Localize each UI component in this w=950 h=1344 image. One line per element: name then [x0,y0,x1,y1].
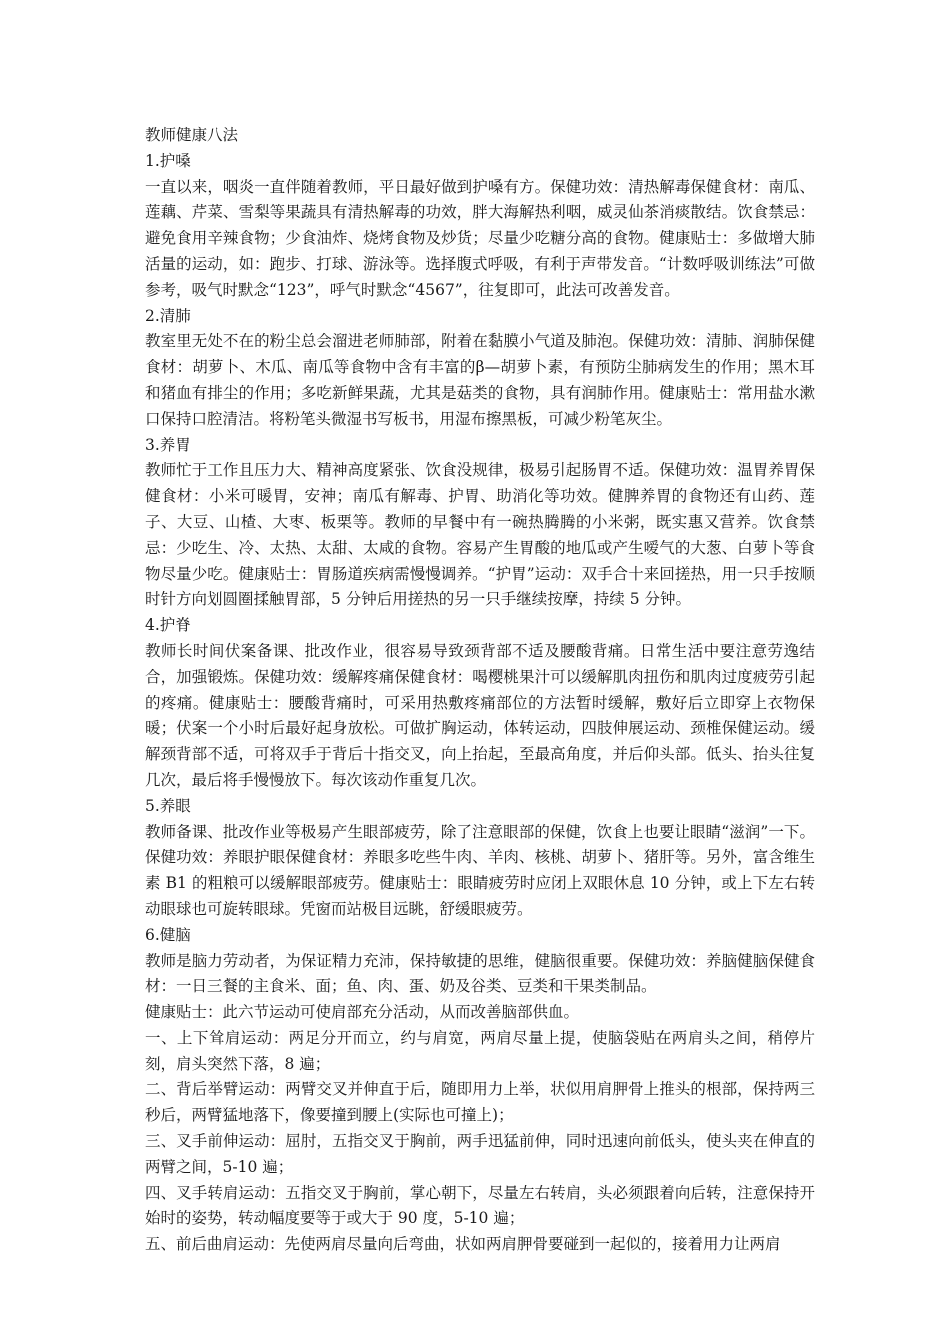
section-paragraph: 教师是脑力劳动者，为保证精力充沛，保持敏捷的思维，健脑很重要。保健功效：养脑健脑保健食材：一日三餐的主食米、面；鱼、肉、蛋、奶及谷类、豆类和干果类制品。 [145,951,815,996]
section-heading: 1.护嗓 [145,151,191,170]
section-paragraph: 教师忙于工作且压力大、精神高度紧张、饮食没规律，极易引起肠胃不适。保健功效：温胃养胃保健食材：小米可暖胃，安神；南瓜有解毒、护胃、助消化等功效。健脾养胃的食物还有山药、莲子、大豆、山楂、大枣、板栗等。教师的早餐中有一碗热腾腾的小米粥，既实惠又营养。饮食禁忌：少吃生、冷、太热、太甜、太咸的食物。容易产生胃酸的地瓜或产生嗳气的大葱、白萝卜等食物尽量少吃。健康贴士：胃肠道疾病需慢慢调养。“护胃”运动：双手合十来回搓热，用一只手按顺时针方向划圆圈揉触胃部，5 分钟后用搓热的另一只手继续按摩，持续 5 分钟。 [145,461,815,609]
health-tip-paragraph: 健康贴士：此六节运动可使肩部充分活动，从而改善脑部供血。 [145,1003,580,1022]
section-heading: 2.清肺 [145,306,191,325]
section-throat [145,149,815,304]
section-paragraph: 一直以来，咽炎一直伴随着教师，平日最好做到护嗓有方。保健功效：清热解毒保健食材：南瓜、莲藕、芹菜、雪梨等果蔬具有清热解毒的功效，胖大海解热利咽，威灵仙茶消痰散结。饮食禁忌：避免食用辛辣食物；少食油炸、烧烤食物及炒货；尽量少吃糖分高的食物。健康贴士：多做增大肺活量的运动，如：跑步、打球、游泳等。选择腹式呼吸，有利于声带发音。“计数呼吸训练法”可做参考，吸气时默念“123”，呼气时默念“4567”，往复即可，此法可改善发音。 [145,177,815,299]
exercise-item: 五、前后曲肩运动：先使两肩尽量向后弯曲，状如两肩胛骨要碰到一起似的，接着用力让两肩 [145,1235,781,1254]
section-spine [145,613,815,794]
section-eyes [145,794,815,923]
section-paragraph: 教师备课、批改作业等极易产生眼部疲劳，除了注意眼部的保健，饮食上也要让眼睛“滋润”一下。保健功效：养眼护眼保健食材：养眼多吃些牛肉、羊肉、核桃、胡萝卜、猪肝等。另外，富含维生素 B1 的粗粮可以缓解眼部疲劳。健康贴士：眼睛疲劳时应闭上双眼休息 10 分钟，或上下左右转动眼球也可旋转眼球。凭窗而站极目远眺，舒缓眼疲劳。 [145,822,815,918]
section-heading: 3.养胃 [145,435,191,454]
document-page [145,123,815,1258]
exercise-item: 一、上下耸肩运动：两足分开而立，约与肩宽，两肩尽量上提，使脑袋贴在两肩头之间，稍停片刻，肩头突然下落，8 遍； [145,1028,815,1073]
exercise-item: 四、叉手转肩运动：五指交叉于胸前，掌心朝下，尽量左右转肩，头必须跟着向后转，注意保持开始时的姿势，转动幅度要等于或大于 90 度，5-10 遍； [145,1183,815,1228]
section-stomach [145,433,815,614]
section-paragraph: 教室里无处不在的粉尘总会溜进老师肺部，附着在黏膜小气道及肺泡。保健功效：清肺、润肺保健食材：胡萝卜、木瓜、南瓜等食物中含有丰富的β—胡萝卜素，有预防尘肺病发生的作用；黑木耳和猪血有排尘的作用；多吃新鲜果蔬，尤其是菇类的食物，具有润肺作用。健康贴士：常用盐水漱口保持口腔清洁。将粉笔头微湿书写板书，用湿布擦黑板，可减少粉笔灰尘。 [145,332,815,428]
exercise-item: 二、背后举臂运动：两臂交叉并伸直于后，随即用力上举，状似用肩胛骨上推头的根部，保持两三秒后，两臂猛地落下，像要撞到腰上(实际也可撞上)； [145,1080,815,1125]
section-paragraph: 教师长时间伏案备课、批改作业，很容易导致颈背部不适及腰酸背痛。日常生活中要注意劳逸结合，加强锻炼。保健功效：缓解疼痛保健食材：喝樱桃果汁可以缓解肌肉扭伤和肌肉过度疲劳引起的疼痛。健康贴士：腰酸背痛时，可采用热敷疼痛部位的方法暂时缓解，敷好后立即穿上衣物保暖；伏案一个小时后最好起身放松。可做扩胸运动，体转运动，四肢伸展运动、颈椎保健运动。缓解颈背部不适，可将双手于背后十指交叉，向上抬起，至最高角度，并后仰头部。低头、抬头往复几次，最后将手慢慢放下。每次该动作重复几次。 [145,641,815,789]
section-heading: 6.健脑 [145,925,191,944]
section-heading: 4.护脊 [145,616,191,635]
section-lungs [145,304,815,433]
exercise-item: 三、叉手前伸运动：屈肘，五指交叉于胸前，两手迅猛前伸，同时迅速向前低头，使头夹在伸直的两臂之间，5-10 遍； [145,1132,815,1176]
document-title: 教师健康八法 [145,126,239,144]
section-brain [145,923,815,1258]
section-heading: 5.养眼 [145,796,191,815]
